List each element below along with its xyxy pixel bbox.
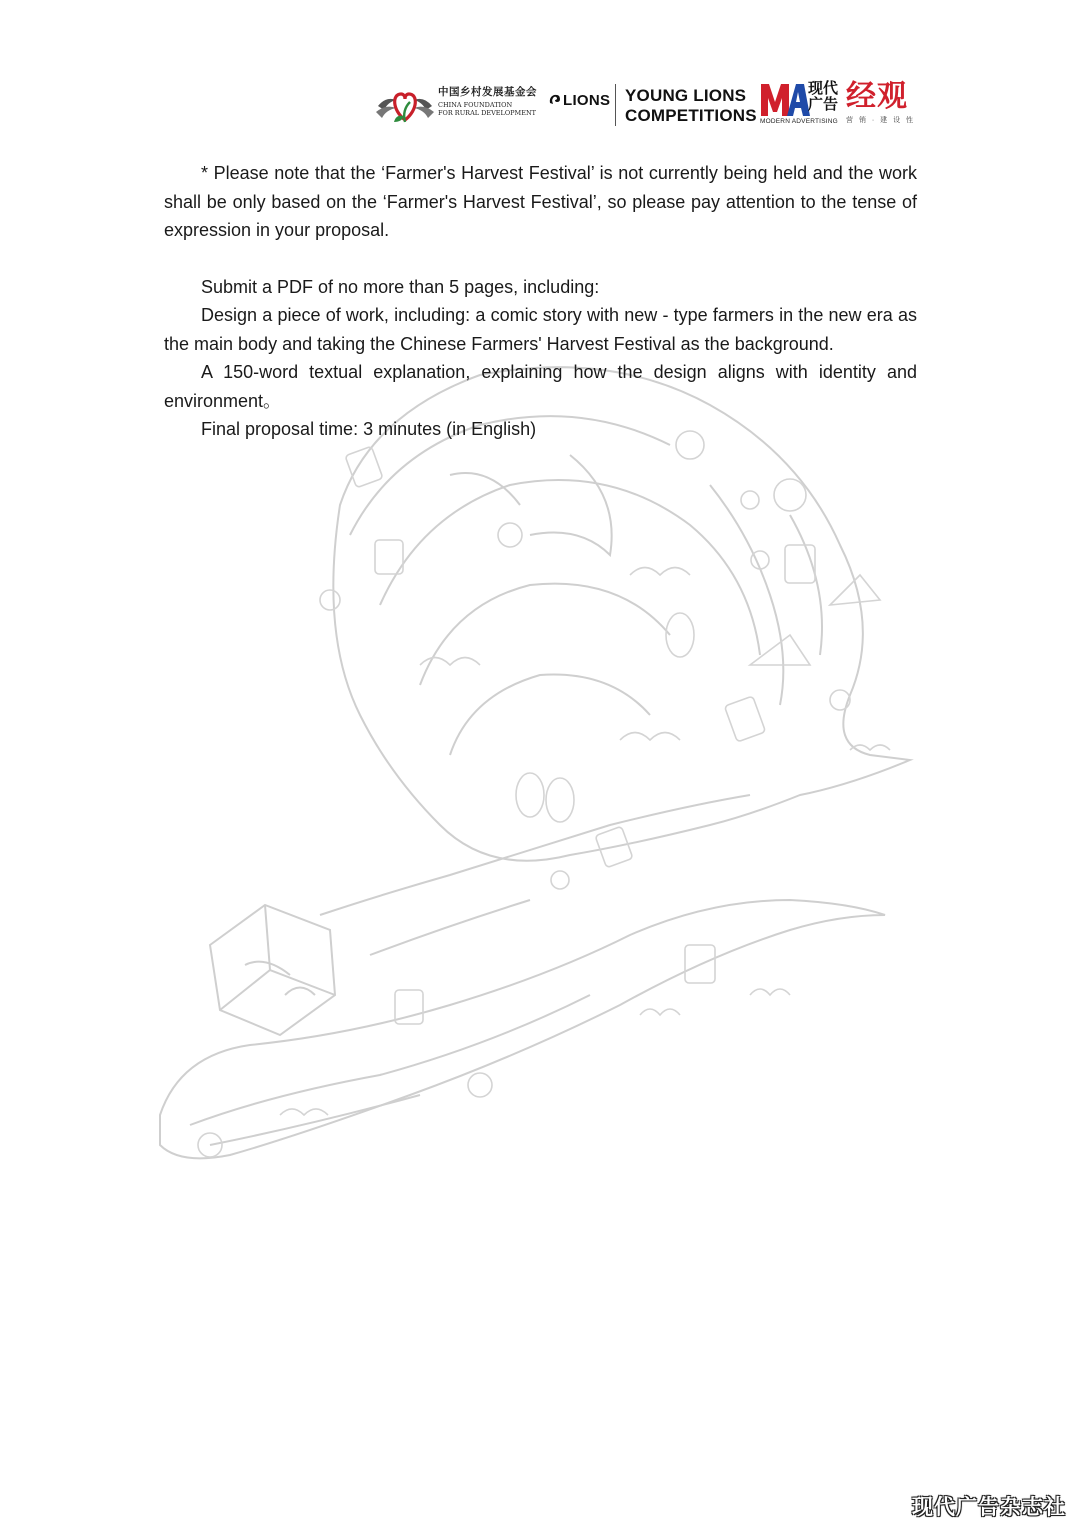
explanation-requirement: A 150-word textual explanation, explaining how the design aligns with identity and environment。 [164, 362, 917, 411]
ma-name-en: MODERN ADVERTISING [760, 118, 838, 125]
jingguan-logo [846, 80, 918, 125]
proposal-time: Final proposal time: 3 minutes (in English) [201, 419, 537, 439]
tense-note-paragraph: * Please note that the ‘Farmer's Harvest Festival’ is not currently being held and the work shall be only based on the ‘Farmer's Harvest Festival’, so please pay attention to the tense of expression in your proposal. [164, 163, 917, 240]
lions-label: LIONS [563, 91, 611, 109]
submit-requirement: Submit a PDF of no more than 5 pages, including: [201, 276, 600, 297]
jingguan-title: 经观 [846, 79, 908, 114]
ma-name-cn: 现代广告 [808, 79, 839, 113]
modern-advertising-logo [760, 80, 844, 128]
ma-monogram-icon [760, 80, 810, 118]
cfrd-name-en-line2: FOR RURAL DEVELOPMENT [438, 108, 536, 117]
design-requirement: Design a piece of work, including: a comic story with new - type farmers in the new era as the main body and taking the Chinese Farmers' Harvest Festival as the background. [164, 305, 917, 354]
young-lions-logo [625, 86, 757, 126]
brief-content [164, 159, 917, 444]
cfrd-name-en-line1: CHINA FOUNDATION [438, 101, 513, 109]
lions-logo [548, 90, 610, 110]
publisher-watermark: 现代广告杂志社 [912, 1495, 1066, 1519]
paragraph-gap [164, 245, 917, 273]
logo-divider [615, 84, 616, 126]
header-logo-bar [374, 78, 919, 130]
cfrd-emblem-icon [374, 80, 436, 126]
young-lions-line1: YOUNG LIONS [625, 86, 747, 105]
lions-head-icon [548, 93, 562, 107]
young-lions-line2: COMPETITIONS [625, 106, 757, 125]
cfrd-name-cn: 中国乡村发展基金会 [438, 86, 537, 98]
jingguan-subtitle: 营 销 · 建 设 性 [846, 117, 916, 124]
cfrd-name-block [438, 84, 548, 117]
lion-watermark-icon [150, 355, 930, 1175]
